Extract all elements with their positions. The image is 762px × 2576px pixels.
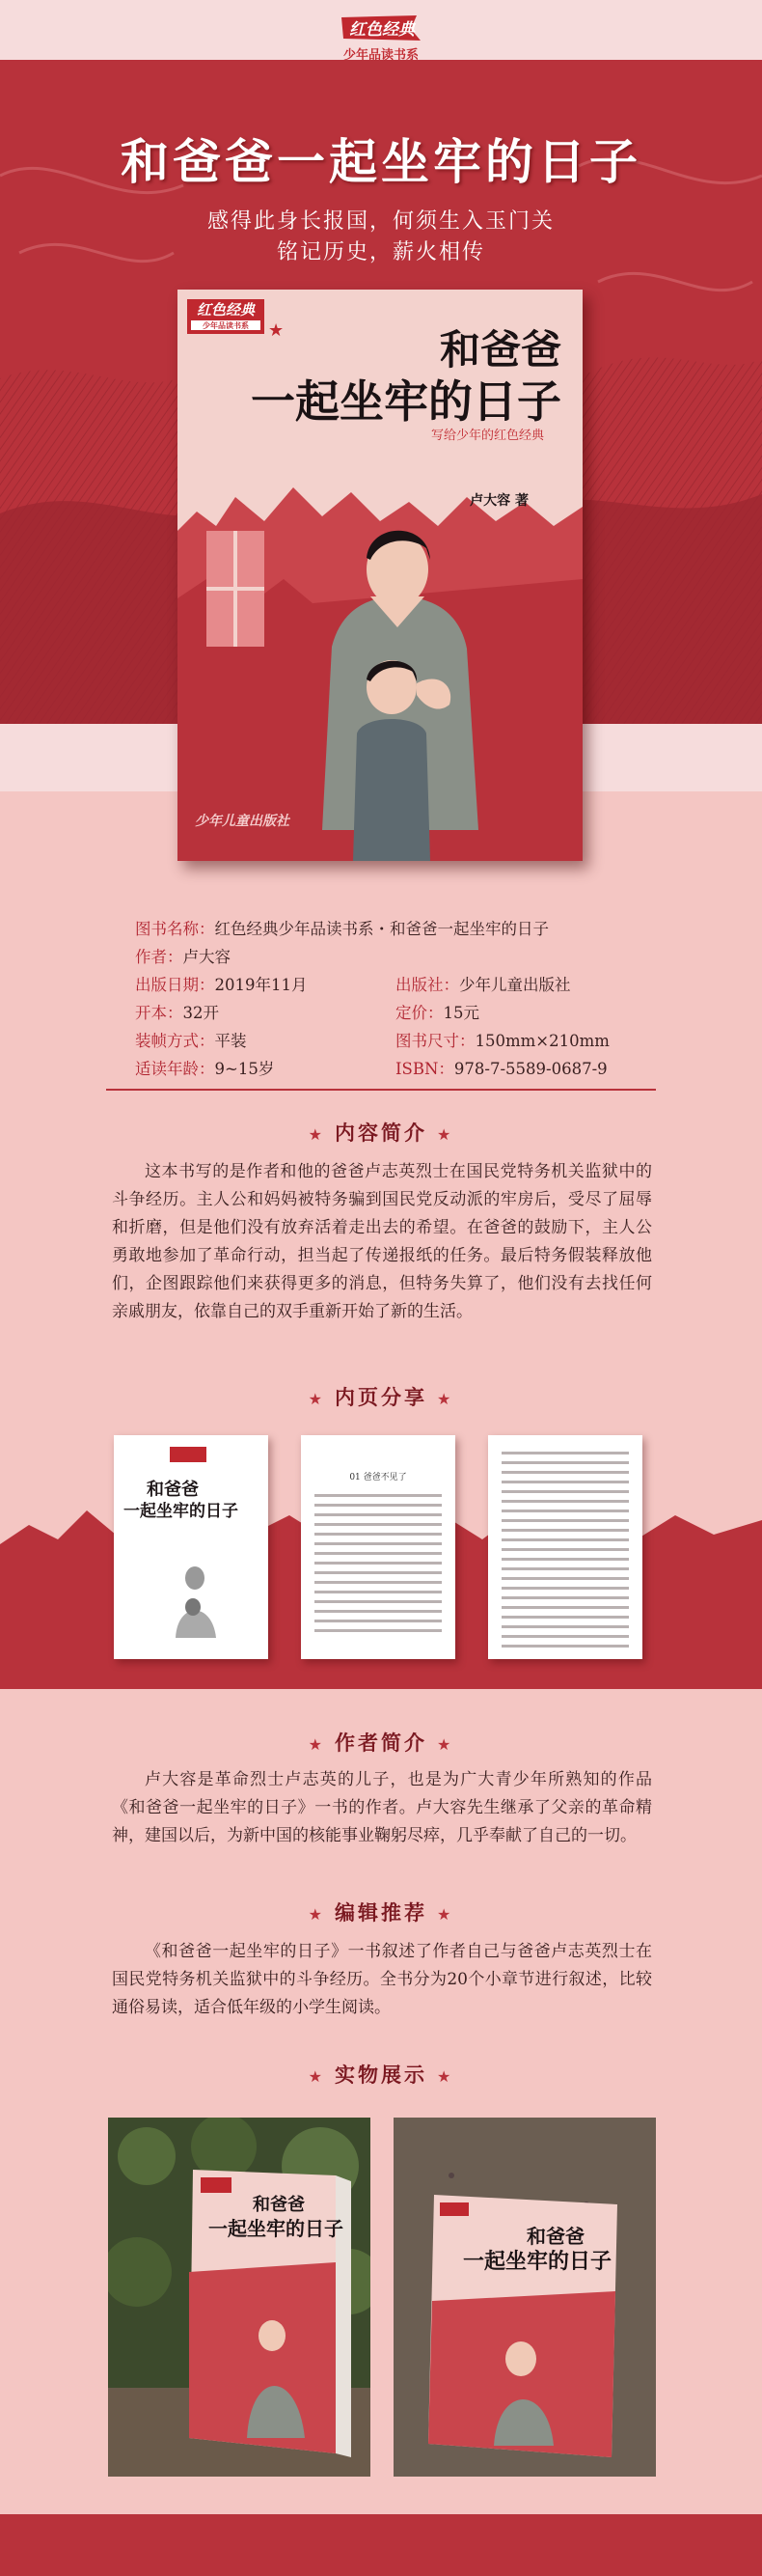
interior-page-2 [301, 1435, 455, 1659]
intro-paragraph: 这本书写的是作者和他的爸爸卢志英烈士在国民党特务机关监狱中的斗争经历。主人公和妈妈被特务骗到国民党反动派的牢房后，受尽了屈辱和折磨，但是他们没有放弃活着走出去的希望。在爸爸的鼓励下，主人公勇敢地参加了革命行动，担当起了传递报纸的任务。最后特务假装释放他们，企图跟踪他们来获得更多的消息，但特务失算了，他们没有去找任何亲戚朋友，依靠自己的双手重新开始了新的生活。 [112, 1162, 652, 1321]
cover-logo-sub: 少年品读书系 [191, 320, 260, 330]
star-icon: ★ [308, 2067, 325, 2086]
info-value: 978-7-5589-0687-9 [453, 1060, 608, 1078]
cover-star-icon: ★ [268, 320, 285, 341]
svg-text:和爸爸: 和爸爸 [527, 2225, 585, 2248]
page1-title-line1: 和爸爸 [147, 1480, 199, 1500]
cover-title-line1: 和爸爸 [439, 326, 561, 374]
info-key: 图书尺寸： [395, 1032, 476, 1050]
book-cover [177, 290, 583, 861]
info-value: 红色经典少年品读书系・和爸爸一起坐牢的日子 [214, 920, 549, 938]
page1-title-line2: 一起坐牢的日子 [123, 1502, 238, 1521]
star-icon: ★ [437, 1125, 454, 1144]
info-value: 150mm×210mm [475, 1032, 610, 1050]
info-value: 9~15岁 [214, 1060, 275, 1078]
info-key: 作者： [135, 948, 183, 966]
section-title-editor [0, 1897, 762, 1926]
info-key: 出版日期： [135, 976, 215, 994]
info-key: 开本： [135, 1004, 183, 1022]
info-key: 定价： [395, 1004, 444, 1022]
star-icon: ★ [308, 1905, 325, 1924]
svg-text:和爸爸: 和爸爸 [253, 2195, 305, 2215]
info-row [135, 1027, 675, 1055]
info-row [135, 943, 675, 971]
page1-illustration [114, 1435, 268, 1659]
info-key: ISBN： [395, 1060, 454, 1078]
section-title-text: 编辑推荐 [335, 1901, 427, 1925]
info-value: 32开 [182, 1004, 219, 1022]
star-icon: ★ [308, 1125, 325, 1144]
svg-text:一起坐牢的日子: 一起坐牢的日子 [208, 2217, 343, 2240]
photo-2-image [394, 2118, 656, 2477]
info-value: 2019年11月 [214, 976, 308, 994]
brand-logo-text: 红色经典 [349, 20, 415, 40]
info-key: 适读年龄： [135, 1060, 215, 1078]
section-title-intro [0, 1118, 762, 1147]
hero-subtitle-2: 铭记历史，薪火相传 [276, 240, 485, 264]
info-row [135, 971, 675, 999]
info-key: 图书名称： [135, 920, 215, 938]
section-title-photos [0, 2060, 762, 2089]
cover-logo-text: 红色经典 [196, 301, 255, 319]
editor-paragraph: 《和爸爸一起坐牢的日子》一书叙述了作者自己与爸爸卢志英烈士在国民党特务机关监狱中的斗争经历。全书分为20个小章节进行叙述，比较通俗易读，适合低年级的小学生阅读。 [112, 1942, 652, 2017]
info-value: 平装 [214, 1032, 247, 1050]
product-photo-2 [394, 2118, 656, 2477]
info-row [135, 999, 675, 1027]
bottom-band [0, 2514, 762, 2576]
info-value: 少年儿童出版社 [459, 976, 571, 994]
interior-page-3 [488, 1435, 642, 1659]
author-paragraph: 卢大容是革命烈士卢志英的儿子，也是为广大青少年所熟知的作品《和爸爸一起坐牢的日子》一书的作者。卢大容先生继承了父亲的革命精神，建国以后，为新中国的核能事业鞠躬尽瘁，几乎奉献了自己的一切。 [112, 1770, 652, 1845]
brand-series: 少年品读书系 [342, 48, 419, 63]
cover-logo [187, 299, 264, 334]
info-value: 卢大容 [182, 948, 231, 966]
hero-subtitle-1: 感得此身长报国，何须生入玉门关 [206, 209, 555, 234]
interior-page-1 [114, 1435, 268, 1659]
star-icon: ★ [308, 1390, 325, 1408]
info-row [135, 915, 675, 943]
cover-title-line2: 一起坐牢的日子 [251, 375, 561, 428]
divider [106, 1089, 656, 1091]
section-title-text: 实物展示 [335, 2064, 427, 2087]
section-title-text: 内页分享 [335, 1386, 427, 1409]
star-icon: ★ [437, 2067, 454, 2086]
page3-text-lines [488, 1445, 642, 1654]
cover-tagline: 写给少年的红色经典 [430, 429, 544, 443]
photo-1-image [108, 2118, 370, 2477]
page2-heading: 01 爸爸不见了 [349, 1473, 407, 1482]
section-title-pages [0, 1382, 762, 1411]
star-icon: ★ [437, 1905, 454, 1924]
star-icon: ★ [308, 1735, 325, 1754]
info-value: 15元 [443, 1004, 479, 1022]
cover-publisher: 少年儿童出版社 [195, 814, 289, 829]
info-key: 出版社： [395, 976, 459, 994]
page-title: 和爸爸一起坐牢的日子 [121, 134, 641, 190]
section-title-text: 内容简介 [335, 1122, 427, 1145]
cover-author: 卢大容 著 [470, 493, 529, 509]
info-key: 装帧方式： [135, 1032, 215, 1050]
book-info [135, 915, 675, 1083]
page2-text-lines [301, 1487, 455, 1639]
star-icon: ★ [437, 1735, 454, 1754]
section-title-author [0, 1728, 762, 1757]
svg-text:一起坐牢的日子: 一起坐牢的日子 [463, 2250, 612, 2274]
product-photo-1 [108, 2118, 370, 2477]
info-row [135, 1055, 675, 1083]
section-title-text: 作者简介 [335, 1731, 427, 1755]
star-icon: ★ [437, 1390, 454, 1408]
